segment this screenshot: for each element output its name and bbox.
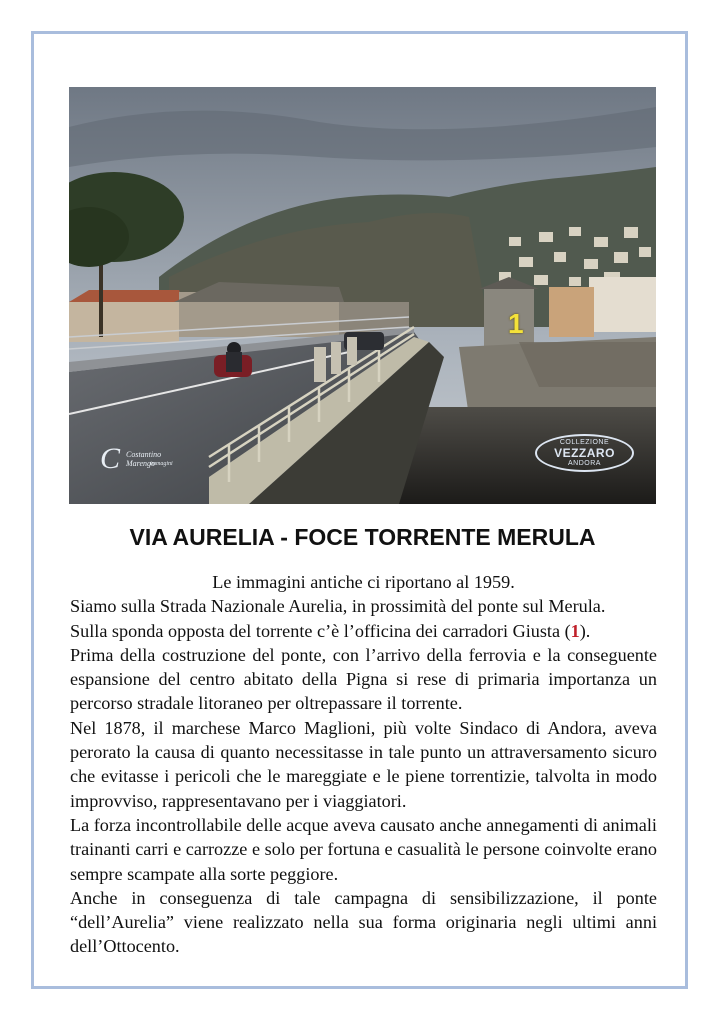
page-title: VIA AURELIA - FOCE TORRENTE MERULA [129, 524, 596, 550]
reference-marker: 1 [570, 620, 580, 641]
paragraph-intro: Le immagini antiche ci riportano al 1959. [212, 572, 515, 592]
paragraph-floods: La forza incontrollabile delle acque aveva causato anche annegamenti di animali trainanti carri e carrozze e solo per fortuna e casualità le persone coinvolte erano sempre scampate alla sorte peggiore. [70, 814, 657, 884]
watermark-sub: immagini [150, 461, 173, 467]
collection-watermark [535, 434, 634, 472]
paragraph-maglioni: Nel 1878, il marchese Marco Maglioni, più volte Sindaco di Andora, aveva perorato la causa di quanto necessitasse in tale punto un attraversamento sicuro che evitasse i pericoli che le mareggiate e le piene torrentizie, talvolta in modo improvviso, rappresentavano per i viaggiatori. [70, 717, 657, 811]
watermark-monogram: C [100, 442, 121, 475]
collection-line-2: VEZZARO [554, 446, 615, 460]
building-right [589, 277, 656, 332]
paragraph-location: Siamo sulla Strada Nazionale Aurelia, in prossimità del ponte sul Merula. [70, 596, 606, 617]
paragraph-history: Prima della costruzione del ponte, con l’arrivo della ferrovia e la conseguente espansione del centro abitato della Pigna si rese di primaria importanza un percorso stradale litoraneo per oltrepassare il torrente. [70, 644, 657, 714]
article-body [70, 570, 657, 959]
paragraph-workshop-text: Sulla sponda opposta del torrente c’è l’officina dei carradori Giusta ( [70, 620, 571, 641]
paragraph-workshop-end: ). [579, 620, 591, 641]
paragraph-construction: Anche in conseguenza di tale campagna di sensibilizzazione, il ponte “dell’Aurelia” viene realizzato nella sua forma originaria negli ultimi anni dell’Ottocento. [70, 887, 657, 957]
photo-marker-1: 1 [508, 308, 524, 339]
collection-line-1: COLLEZIONE [559, 439, 610, 446]
collection-line-3: ANDORA [568, 460, 601, 467]
watermark-signature: Costantino Marengo [126, 450, 162, 468]
paragraph-workshop [70, 619, 657, 643]
photographer-watermark [100, 444, 190, 474]
